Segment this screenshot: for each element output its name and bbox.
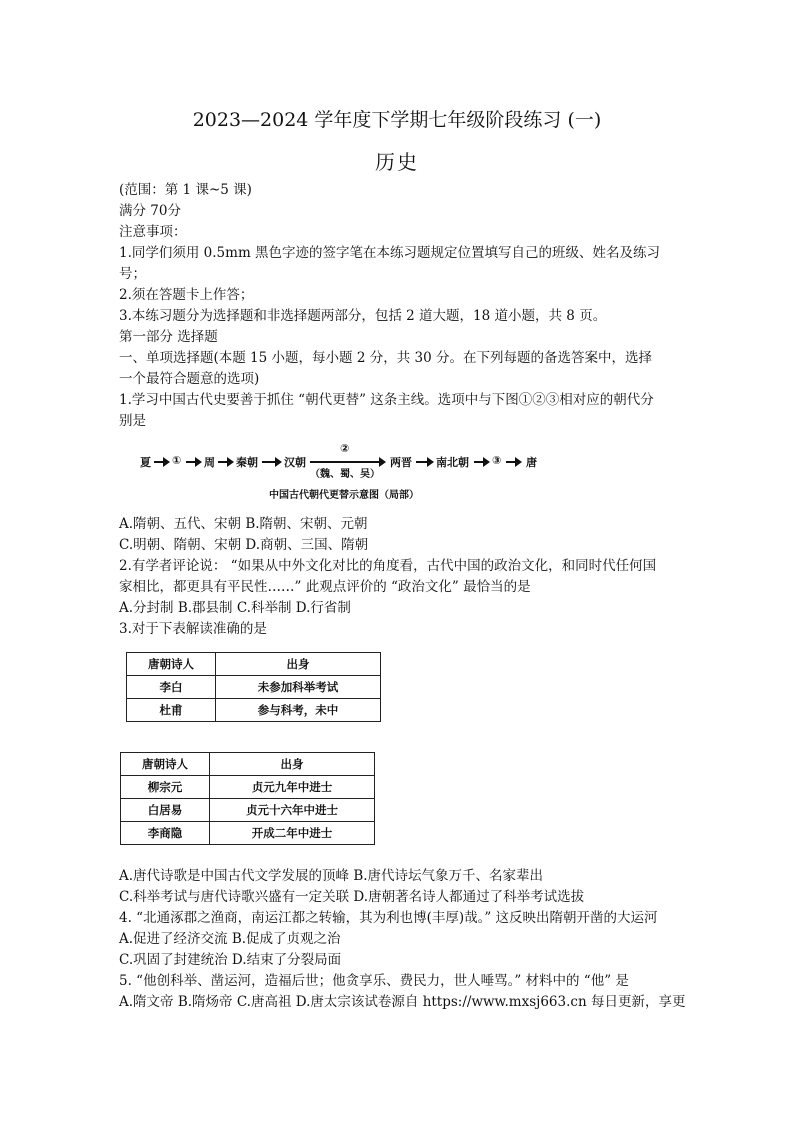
node-3: ③ [492,454,502,467]
diagram-caption: 中国古代朝代更替示意图（局部） [269,490,419,501]
table-header-cell: 唐朝诗人 [121,753,210,776]
table-row [121,822,375,845]
node-1: ① [172,454,182,467]
table-row [127,699,381,722]
table-header-cell: 出身 [216,653,381,676]
table-row [127,676,381,699]
poet-table-1 [126,652,381,722]
table-header-row [121,753,375,776]
table-cell: 杜甫 [127,699,216,722]
node-han: 汉朝 [284,456,306,469]
node-nbc: 南北朝 [436,456,469,469]
q3-options-ab: A.唐代诗歌是中国古代文学发展的顶峰 B.唐代诗坛气象万千、名家辈出 [119,868,544,884]
node-2: ② [340,442,350,455]
q3-options-cd: C.科举考试与唐代诗歌兴盛有一定关联 D.唐朝著名诗人都通过了科举考试选拔 [119,889,585,905]
q2-options: A.分封制 B.郡县制 C.科举制 D.行省制 [119,600,351,616]
table-cell: 贞元十六年中进士 [210,799,375,822]
q4-options-cd: C.巩固了封建统治 D.结束了分裂局面 [119,952,342,968]
node-2-sub: （魏、蜀、吴） [310,469,380,480]
section-heading: 一、单项选择题(本题 15 小题，每小题 2 分，共 30 分。在下列每题的备选答案中，选择 [119,350,652,366]
arrow [416,461,432,463]
subject-title: 历史 [375,150,419,174]
table-cell: 未参加科举考试 [216,676,381,699]
arrow [474,461,488,463]
section-heading-cont: 一个最符合题意的选项) [119,371,260,387]
table-cell: 开成二年中进士 [210,822,375,845]
q3-stem: 3.对于下表解读准确的是 [119,621,267,637]
node-zhou: 周 [204,456,215,469]
table-row [121,776,375,799]
q2-stem: 2.有学者评论说： “如果从中外文化对比的角度看，古代中国的政治文化，和同时代任何国 [119,558,657,574]
table-cell: 贞元九年中进士 [210,776,375,799]
arrow [262,461,280,463]
score-text: 满分 70分 [119,203,181,219]
node-jin: 两晋 [390,456,412,469]
arrow-long [310,461,384,463]
notice-1-cont: 号； [119,266,146,282]
q1-stem-cont: 别是 [119,413,146,429]
q4-options-ab: A.促进了经济交流 B.促成了贞观之治 [119,931,341,947]
arrow [218,461,232,463]
q2-stem-cont: 家相比，都更具有平民性……” 此观点评价的 “政治文化” 最恰当的是 [119,579,531,595]
page-title: 2023—2024 学年度下学期七年级阶段练习 (一) [192,109,602,131]
notice-title: 注意事项： [119,224,187,240]
table-cell: 李商隐 [121,822,210,845]
notice-3: 3.本练习题分为选择题和非选择题两部分，包括 2 道大题，18 道小题，共 8 页。 [119,308,607,324]
arrow [186,461,200,463]
table-row [121,799,375,822]
table-header-row [127,653,381,676]
arrow [506,461,520,463]
part-heading: 第一部分 选择题 [119,329,218,345]
q5-stem: 5. “他创科举、凿运河，造福后世；他贪享乐、费民力，世人唾骂。” 材料中的 “他” 是 [119,973,629,989]
dynasty-diagram [134,442,554,506]
q4-stem: 4. “北通涿郡之渔商，南运江都之转输，其为利也博(丰厚)哉。” 这反映出隋朝开凿的大运河 [119,910,658,926]
table-cell: 李白 [127,676,216,699]
node-qin: 秦朝 [236,456,258,469]
arrow [154,461,168,463]
node-xia: 夏 [140,456,151,469]
notice-2: 2.须在答题卡上作答； [119,287,254,303]
table-cell: 参与科考，未中 [216,699,381,722]
node-tang: 唐 [526,456,537,469]
scope-text: (范围：第 1 课~5 课) [119,182,252,198]
q1-stem: 1.学习中国古代史要善于抓住 “朝代更替” 这条主线。选项中与下图①②③相对应的朝代分 [119,392,654,408]
q1-options-ab: A.隋朝、五代、宋朝 B.隋朝、宋朝、元朝 [119,516,368,532]
notice-1: 1.同学们须用 0.5mm 黑色字迹的签字笔在本练习题规定位置填写自己的班级、姓名及练习 [119,245,661,261]
poet-table-2 [120,752,375,845]
table-header-cell: 出身 [210,753,375,776]
table-header-cell: 唐朝诗人 [127,653,216,676]
table-cell: 白居易 [121,799,210,822]
table-cell: 柳宗元 [121,776,210,799]
q5-options: A.隋文帝 B.隋炀帝 C.唐高祖 D.唐太宗该试卷源自 https://www.mxsj663.cn 每日更新，享更 [119,994,686,1010]
q1-options-cd: C.明朝、隋朝、宋朝 D.商朝、三国、隋朝 [119,537,369,553]
